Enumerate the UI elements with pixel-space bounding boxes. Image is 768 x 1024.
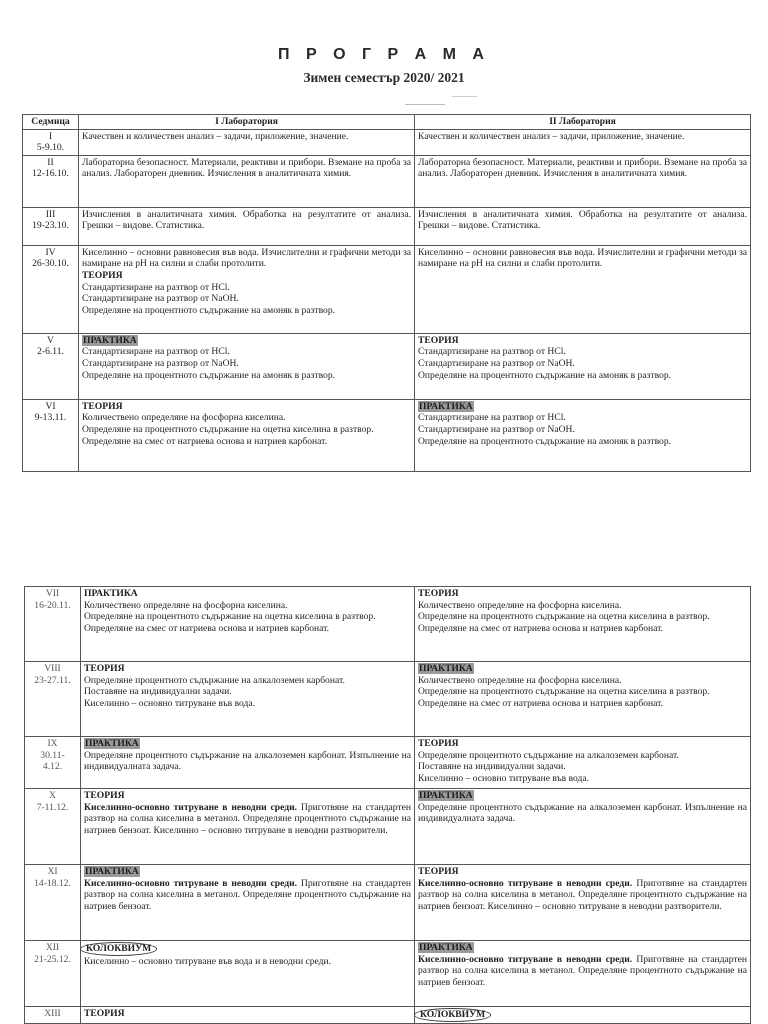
- lab-2-cell: [415, 333, 751, 399]
- topic-text: Определяне на процентното съдържание на амоняк в разтвор.: [82, 369, 336, 381]
- lab-1-cell: [79, 245, 415, 333]
- table-row: [23, 155, 751, 207]
- topic-line: [82, 157, 411, 180]
- topic-line: [82, 358, 411, 370]
- practice-label: ПРАКТИКА: [85, 866, 139, 877]
- topic-text: Определяне процентното съдържание на алкалоземен карбонат. Изпълнение на индивидуалната задача.: [84, 749, 411, 773]
- topic-text: Определяне на процентното съдържание на оцетна киселина в разтвор.: [82, 423, 374, 435]
- topic-line: [84, 878, 411, 913]
- lab-2-cell: [415, 941, 751, 1007]
- topic-line: [418, 412, 747, 424]
- topic-line: [82, 424, 411, 436]
- topic-line: [84, 675, 411, 687]
- topic-text: Определяне на процентното съдържание на амоняк в разтвор.: [82, 304, 336, 316]
- week-line: IV: [45, 246, 56, 258]
- topic-text: Определяне на смес от натриева основа и натриев карбонат.: [418, 697, 664, 709]
- week-line: 12-16.10.: [32, 168, 69, 180]
- week-line: 30.11-: [40, 749, 65, 761]
- lab-1-cell: [81, 1007, 415, 1024]
- topic-text: Определяне на процентното съдържание на оцетна киселина в разтвор.: [418, 686, 710, 698]
- topic-text: Определяне на процентното съдържание на амоняк в разтвор.: [418, 435, 672, 447]
- lab-1-cell: [79, 155, 415, 207]
- lab-1-cell: [79, 129, 415, 155]
- week-line: 9-13.11.: [34, 412, 67, 424]
- topic-text: Стандартизиране на разтвор от HCl.: [82, 346, 230, 358]
- topic-line: [418, 436, 747, 448]
- lab-2-cell: [415, 587, 751, 662]
- week-cell: [23, 245, 79, 333]
- topic-line: [82, 131, 411, 143]
- topic-text: Стандартизиране на разтвор от HCl.: [418, 412, 566, 424]
- table-row: [23, 129, 751, 155]
- topic-text: Киселинно – основно титруване във вода и в неводни среди.: [84, 955, 332, 967]
- table-row: [23, 245, 751, 333]
- lab-2-cell: [415, 865, 751, 941]
- table-row: [25, 737, 751, 789]
- topic-line: [418, 157, 747, 180]
- topic-text: Количествено определяне на фосфорна киселина.: [418, 599, 622, 611]
- table-row: [23, 207, 751, 245]
- topic-line: [82, 282, 411, 294]
- table-row: [25, 865, 751, 941]
- topic-bold: Киселинно-основно титруване в неводни среди.: [418, 877, 633, 889]
- week-line: XI: [47, 866, 58, 877]
- header-lab-2: II Лаборатория: [415, 115, 751, 130]
- topic-text: Киселинно – основно титруване във вода.: [84, 697, 256, 709]
- practice-label: ПРАКТИКА: [85, 738, 139, 749]
- topic-text: Определяне на процентното съдържание на оцетна киселина в разтвор.: [84, 611, 376, 623]
- topic-text: Приготвяне на стандартен разтвор на солна киселина в метанол. Определяне процентното съдържание на натриев бензоат.: [84, 877, 411, 912]
- topic-line: [418, 346, 747, 358]
- lab-2-cell: [415, 155, 751, 207]
- week-line: VII: [45, 588, 60, 599]
- week-cell: [23, 207, 79, 245]
- week-cell: [25, 587, 81, 662]
- week-cell: [25, 789, 81, 865]
- topic-line: [418, 209, 747, 232]
- section-heading: ТЕОРИЯ: [418, 588, 459, 599]
- table-row: [23, 399, 751, 471]
- lab-1-cell: [81, 737, 415, 789]
- topic-line: [418, 686, 747, 698]
- topic-text: Стандартизиране на разтвор от HCl.: [82, 281, 230, 293]
- lab-1-cell: [81, 789, 415, 865]
- topic-text: Лабораторна безопасност. Материали, реактиви и прибори. Вземане на проба за анализ. Лабораторен дневник. Изчисления в аналитичната химия.: [418, 156, 747, 180]
- topic-line: [418, 600, 747, 612]
- lab-2-cell: [415, 737, 751, 789]
- topic-text: Определяне на смес от натриева основа и натриев карбонат.: [84, 622, 330, 634]
- lab-1-cell: [81, 587, 415, 662]
- practice-heading: [418, 663, 747, 675]
- topic-text: Лабораторна безопасност. Материали, реактиви и прибори. Вземане на проба за анализ. Лабораторен дневник. Изчисления в аналитичната химия.: [82, 156, 411, 180]
- lab-2-cell: [415, 789, 751, 865]
- week-line: 16-20.11.: [34, 599, 71, 611]
- topic-text: Определяне на смес от натриева основа и натриев карбонат.: [418, 622, 664, 634]
- topic-line: [418, 424, 747, 436]
- topic-line: [82, 247, 411, 270]
- practice-heading: [418, 790, 747, 802]
- topic-bold: Киселинно-основно титруване в неводни среди.: [418, 953, 633, 965]
- week-line: VIII: [44, 663, 61, 674]
- lab-1-cell: [79, 207, 415, 245]
- topic-text: Изчисления в аналитичната химия. Обработка на резултатите от анализа. Грешки – видове. Статистика.: [418, 208, 747, 232]
- topic-text: Определяне на процентното съдържание на оцетна киселина в разтвор.: [418, 611, 710, 623]
- topic-line: [82, 370, 411, 382]
- topic-line: [84, 698, 411, 710]
- table-row: [25, 789, 751, 865]
- topic-text: Поставяне на индивидуални задачи.: [418, 761, 566, 773]
- lab-2-cell: [415, 207, 751, 245]
- topic-line: [418, 623, 747, 635]
- table-row: [23, 333, 751, 399]
- practice-label: ПРАКТИКА: [419, 942, 473, 953]
- week-cell: [23, 129, 79, 155]
- topic-text: Определяне процентното съдържание на алкалоземен карбонат. Изпълнение на индивидуалната задача.: [418, 801, 747, 825]
- topic-text: Приготвяне на стандартен разтвор на солна киселина в метанол. Определяне процентното съдържание на натриев бензоат. Киселинно – основно титруване в неводни разтворители.: [418, 877, 747, 912]
- topic-line: [84, 623, 411, 635]
- table-row: [25, 587, 751, 662]
- topic-line: [418, 954, 747, 989]
- week-line: XII: [45, 942, 60, 953]
- topic-line: [418, 358, 747, 370]
- topic-text: Определяне на смес от натриева основа и натриев карбонат.: [82, 435, 328, 447]
- topic-text: Изчисления в аналитичната химия. Обработка на резултатите от анализа. Грешки – видове. Статистика.: [82, 208, 411, 232]
- lab-1-cell: [81, 865, 415, 941]
- topic-text: Качествен и количествен анализ – задачи, приложение, значение.: [82, 130, 349, 142]
- week-cell: [25, 737, 81, 789]
- week-cell: [23, 333, 79, 399]
- week-line: VI: [45, 400, 56, 412]
- lab-2-cell: [415, 245, 751, 333]
- topic-line: [418, 878, 747, 913]
- topic-text: Поставяне на индивидуални задачи.: [84, 686, 232, 698]
- header-week: Седмица: [23, 115, 79, 130]
- section-heading: ТЕОРИЯ: [84, 1008, 125, 1019]
- scan-mark: [405, 104, 445, 105]
- week-cell: [25, 941, 81, 1007]
- topic-line: [82, 412, 411, 424]
- topic-text: Стандартизиране на разтвор от HCl.: [418, 346, 566, 358]
- section-heading: ТЕОРИЯ: [82, 269, 123, 281]
- week-cell: [25, 662, 81, 737]
- topic-text: Количествено определяне на фосфорна киселина.: [84, 599, 288, 611]
- week-line: 2-6.11.: [37, 346, 64, 358]
- topic-line: [418, 611, 747, 623]
- practice-label: ПРАКТИКА: [83, 334, 137, 346]
- topic-line: [82, 346, 411, 358]
- week-line: 19-23.10.: [32, 220, 69, 232]
- lab-1-cell: [81, 941, 415, 1007]
- practice-label: ПРАКТИКА: [419, 400, 473, 412]
- week-cell: [25, 865, 81, 941]
- topic-line: [418, 750, 747, 762]
- week-line: XIII: [44, 1008, 61, 1019]
- topic-text: Киселинно – основни равновесия във вода. Изчислителни и графични методи за намиране на pH на силни и слаби протолити.: [82, 246, 411, 270]
- colloquium-label: КОЛОКВИУМ: [80, 942, 157, 956]
- topic-text: Количествено определяне на фосфорна киселина.: [82, 412, 286, 424]
- week-line: 5-9.10.: [36, 142, 65, 154]
- topic-line: [418, 131, 747, 143]
- lab-2-cell: [415, 662, 751, 737]
- lab-1-cell: [79, 333, 415, 399]
- week-line: 4.12.: [42, 761, 63, 773]
- week-line: X: [49, 790, 56, 801]
- page-title: П Р О Г Р А М А: [278, 46, 490, 63]
- topic-line: [418, 802, 747, 825]
- topic-text: Киселинно – основно титруване във вода.: [418, 772, 590, 784]
- topic-text: Определяне процентното съдържание на алкалоземен карбонат.: [84, 674, 345, 686]
- colloquium-heading: [418, 1008, 747, 1022]
- lab-2-cell: [415, 129, 751, 155]
- week-cell: [23, 155, 79, 207]
- topic-text: Приготвяне на стандартен разтвор на солна киселина в метанол. Определяне процентното съдържание на натриев бензоат.: [418, 953, 747, 988]
- practice-heading: [84, 738, 411, 750]
- practice-heading: [418, 401, 747, 413]
- week-line: III: [45, 208, 56, 220]
- colloquium-heading: [84, 942, 411, 956]
- section-heading: ПРАКТИКА: [84, 588, 138, 599]
- practice-heading: [418, 942, 747, 954]
- topic-line: [84, 686, 411, 698]
- colloquium-label: КОЛОКВИУМ: [414, 1008, 491, 1022]
- section-heading: ТЕОРИЯ: [418, 334, 459, 346]
- topic-line: [84, 802, 411, 837]
- topic-text: Стандартизиране на разтвор от NaOH.: [82, 357, 239, 369]
- table-row: [25, 662, 751, 737]
- week-cell: [25, 1007, 81, 1024]
- topic-text: Приготвяне на стандартен разтвор на солна киселина в метанол. Определяне процентното съдържание на натриев бензоат. Киселинно – основно титруване в неводни разтворители.: [84, 801, 411, 836]
- practice-heading: [84, 866, 411, 878]
- schedule-table-page-2: [24, 586, 751, 1024]
- practice-label: ПРАКТИКА: [419, 790, 473, 801]
- topic-line: [82, 436, 411, 448]
- topic-text: Количествено определяне на фосфорна киселина.: [418, 674, 622, 686]
- table-row: [25, 941, 751, 1007]
- scan-mark: [452, 96, 477, 97]
- topic-line: [418, 675, 747, 687]
- section-heading: ТЕОРИЯ: [84, 663, 125, 674]
- section-heading: ТЕОРИЯ: [418, 738, 459, 749]
- week-line: 7-11.12.: [36, 801, 69, 813]
- week-cell: [23, 399, 79, 471]
- lab-2-cell: [415, 399, 751, 471]
- topic-line: [418, 761, 747, 773]
- topic-text: Киселинно – основни равновесия във вода. Изчислителни и графични методи за намиране на pH на силни и слаби протолити.: [418, 246, 747, 270]
- week-line: 21-25.12.: [34, 953, 71, 965]
- lab-1-cell: [79, 399, 415, 471]
- practice-label: ПРАКТИКА: [419, 663, 473, 674]
- week-line: V: [47, 334, 54, 346]
- week-line: 26-30.10.: [32, 258, 69, 270]
- topic-line: [418, 698, 747, 710]
- lab-1-cell: [81, 662, 415, 737]
- topic-text: Стандартизиране на разтвор от NaOH.: [418, 357, 575, 369]
- section-heading: ТЕОРИЯ: [84, 790, 125, 801]
- topic-line: [418, 773, 747, 785]
- table-header-row: [23, 115, 751, 130]
- header-lab-1: I Лаборатория: [79, 115, 415, 130]
- week-line: IX: [47, 738, 58, 749]
- page-subtitle: Зимен семестър 2020/ 2021: [303, 70, 465, 85]
- topic-line: [82, 209, 411, 232]
- table-row: [25, 1007, 751, 1024]
- topic-line: [418, 247, 747, 270]
- practice-heading: [82, 335, 411, 347]
- topic-line: [82, 293, 411, 305]
- topic-line: [418, 370, 747, 382]
- section-heading: ТЕОРИЯ: [82, 400, 123, 412]
- topic-text: Стандартизиране на разтвор от NaOH.: [418, 423, 575, 435]
- schedule-table-page-1: [22, 114, 751, 472]
- week-line: II: [47, 156, 54, 168]
- lab-2-cell: [415, 1007, 751, 1024]
- week-line: 14-18.12.: [34, 877, 71, 889]
- topic-text: Стандартизиране на разтвор от NaOH.: [82, 293, 239, 305]
- topic-line: [84, 750, 411, 773]
- topic-bold: Киселинно-основно титруване в неводни среди.: [84, 801, 298, 813]
- topic-line: [84, 956, 411, 968]
- topic-text: Определяне на процентното съдържание на амоняк в разтвор.: [418, 369, 672, 381]
- topic-text: Определяне процентното съдържание на алкалоземен карбонат.: [418, 749, 679, 761]
- week-line: I: [48, 130, 53, 142]
- week-line: 23-27.11.: [34, 674, 71, 686]
- topic-text: Качествен и количествен анализ – задачи, приложение, значение.: [418, 130, 685, 142]
- topic-line: [82, 305, 411, 317]
- topic-line: [84, 600, 411, 612]
- section-heading: ТЕОРИЯ: [418, 866, 459, 877]
- topic-line: [84, 611, 411, 623]
- topic-bold: Киселинно-основно титруване в неводни среди.: [84, 877, 298, 889]
